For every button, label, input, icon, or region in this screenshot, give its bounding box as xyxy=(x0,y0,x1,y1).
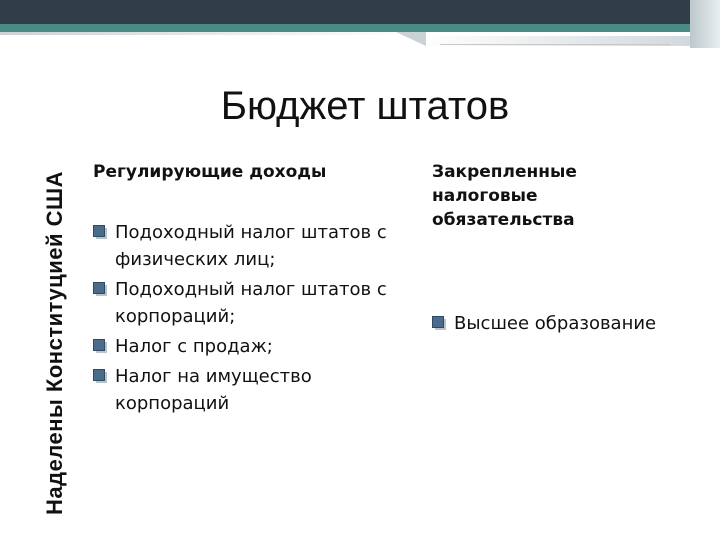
list-item xyxy=(432,310,692,337)
top-right-light-band xyxy=(690,0,720,48)
right-column xyxy=(432,160,692,340)
square-bullet-icon xyxy=(93,339,108,354)
list-item xyxy=(93,219,393,273)
right-column-list xyxy=(432,310,692,337)
left-column xyxy=(93,160,393,420)
square-bullet-icon xyxy=(93,225,108,240)
top-triangle-decoration xyxy=(396,32,426,46)
square-bullet-icon xyxy=(93,282,108,297)
list-item xyxy=(93,363,393,417)
list-item-text: Подоходный налог штатов с физических лиц; xyxy=(115,222,387,270)
square-bullet-icon xyxy=(93,369,108,384)
list-item xyxy=(93,276,393,330)
top-decorative-band xyxy=(0,0,720,24)
list-item-text: Высшее образование xyxy=(454,313,657,334)
top-fade-left xyxy=(0,32,420,35)
top-thin-line xyxy=(440,44,670,45)
list-item-text: Налог на имущество корпораций xyxy=(115,366,312,414)
right-column-heading: Закрепленные налоговые обязательства xyxy=(432,162,577,230)
left-column-list xyxy=(93,219,393,417)
left-column-heading: Регулирующие доходы xyxy=(93,162,327,182)
slide-title: Бюджет штатов xyxy=(220,84,510,128)
side-title: Наделены Конституцией США xyxy=(42,171,67,515)
square-bullet-icon xyxy=(432,316,447,331)
list-item-text: Налог с продаж; xyxy=(115,336,273,357)
list-item-text: Подоходный налог штатов с корпораций; xyxy=(115,279,387,327)
list-item xyxy=(93,333,393,360)
top-accent-band xyxy=(0,24,720,32)
